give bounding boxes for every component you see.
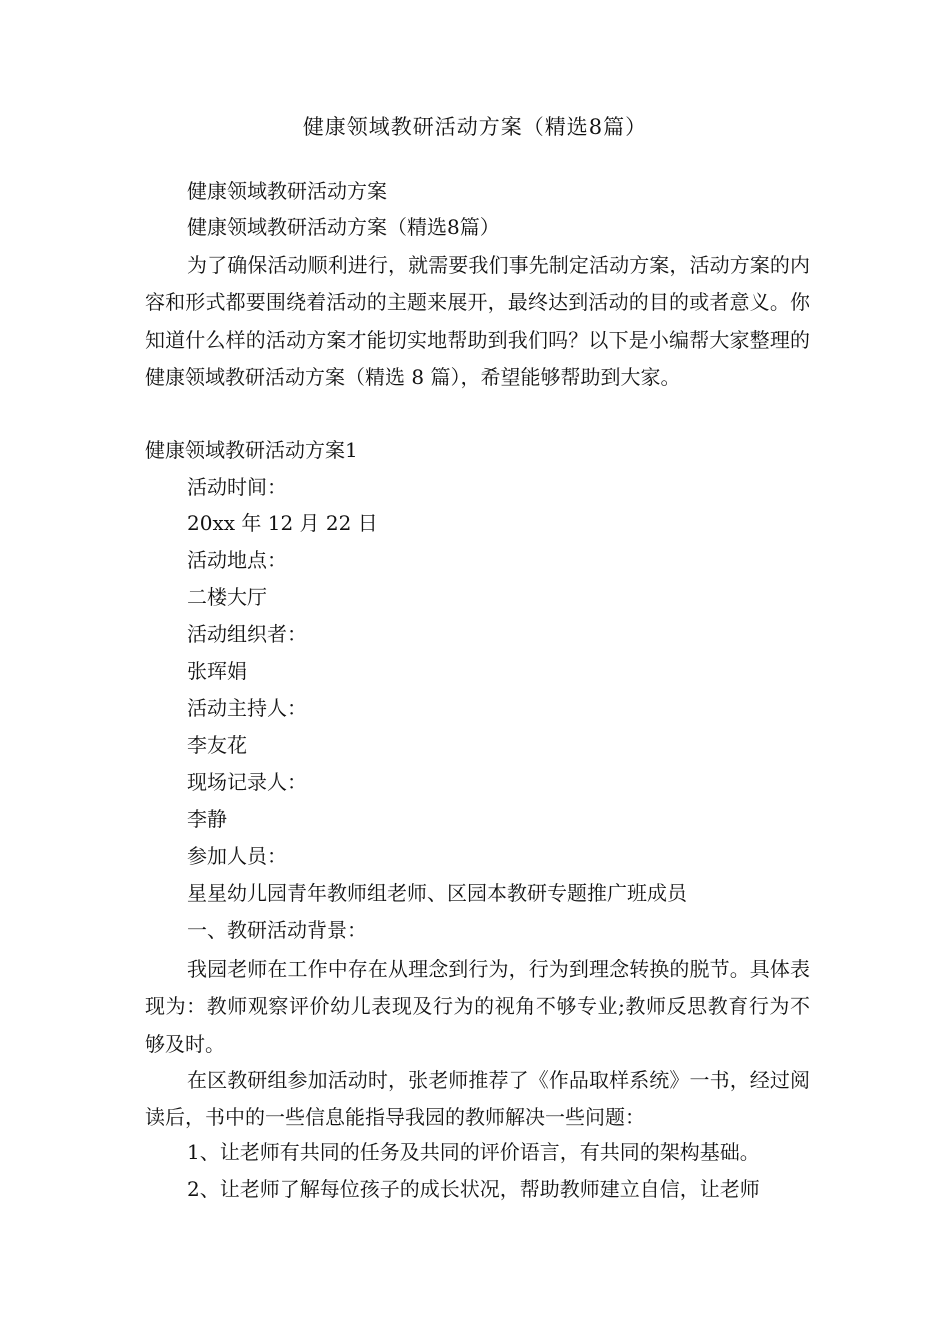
section-1-title: 健康领域教研活动方案1 [145,438,358,462]
recorder-label: 现场记录人： [187,770,307,794]
organizer-label: 活动组织者： [187,622,307,646]
background-paragraph-2: 在区教研组参加活动时，张老师推荐了《作品取样系统》一书，经过阅读后，书中的一些信息能指导我园的教师解决一些问题： [145,1068,810,1130]
subheading-2: 健康领域教研活动方案（精选8篇） [187,215,500,239]
point-1: 1、让老师有共同的任务及共同的评价语言，有共同的架构基础。 [187,1140,760,1164]
organizer-value: 张珲娟 [187,659,247,683]
recorder-value: 李静 [187,807,227,831]
participants-label: 参加人员： [187,844,287,868]
point-2: 2、让老师了解每位孩子的成长状况，帮助教师建立自信，让老师 [187,1177,760,1201]
time-label: 活动时间： [187,475,287,499]
place-value: 二楼大厅 [187,585,267,609]
intro-paragraph: 为了确保活动顺利进行，就需要我们事先制定活动方案，活动方案的内容和形式都要围绕着活动的主题来展开，最终达到活动的目的或者意义。你知道什么样的活动方案才能切实地帮助到我们吗？以下是小编帮大家整理的健康领域教研活动方案（精选 8 篇），希望能够帮助到大家。 [145,253,810,390]
place-label: 活动地点： [187,548,287,572]
background-heading: 一、教研活动背景： [187,918,367,942]
time-value: 20xx 年 12 月 22 日 [187,511,378,535]
participants-value: 星星幼儿园青年教师组老师、区园本教研专题推广班成员 [187,881,687,905]
subheading-1: 健康领域教研活动方案 [187,179,387,203]
document-title: 健康领域教研活动方案（精选8篇） [302,115,648,139]
background-paragraph-1: 我园老师在工作中存在从理念到行为，行为到理念转换的脱节。具体表现为：教师观察评价幼儿表现及行为的视角不够专业;教师反思教育行为不够及时。 [145,957,810,1056]
host-value: 李友花 [187,733,247,757]
host-label: 活动主持人： [187,696,307,720]
